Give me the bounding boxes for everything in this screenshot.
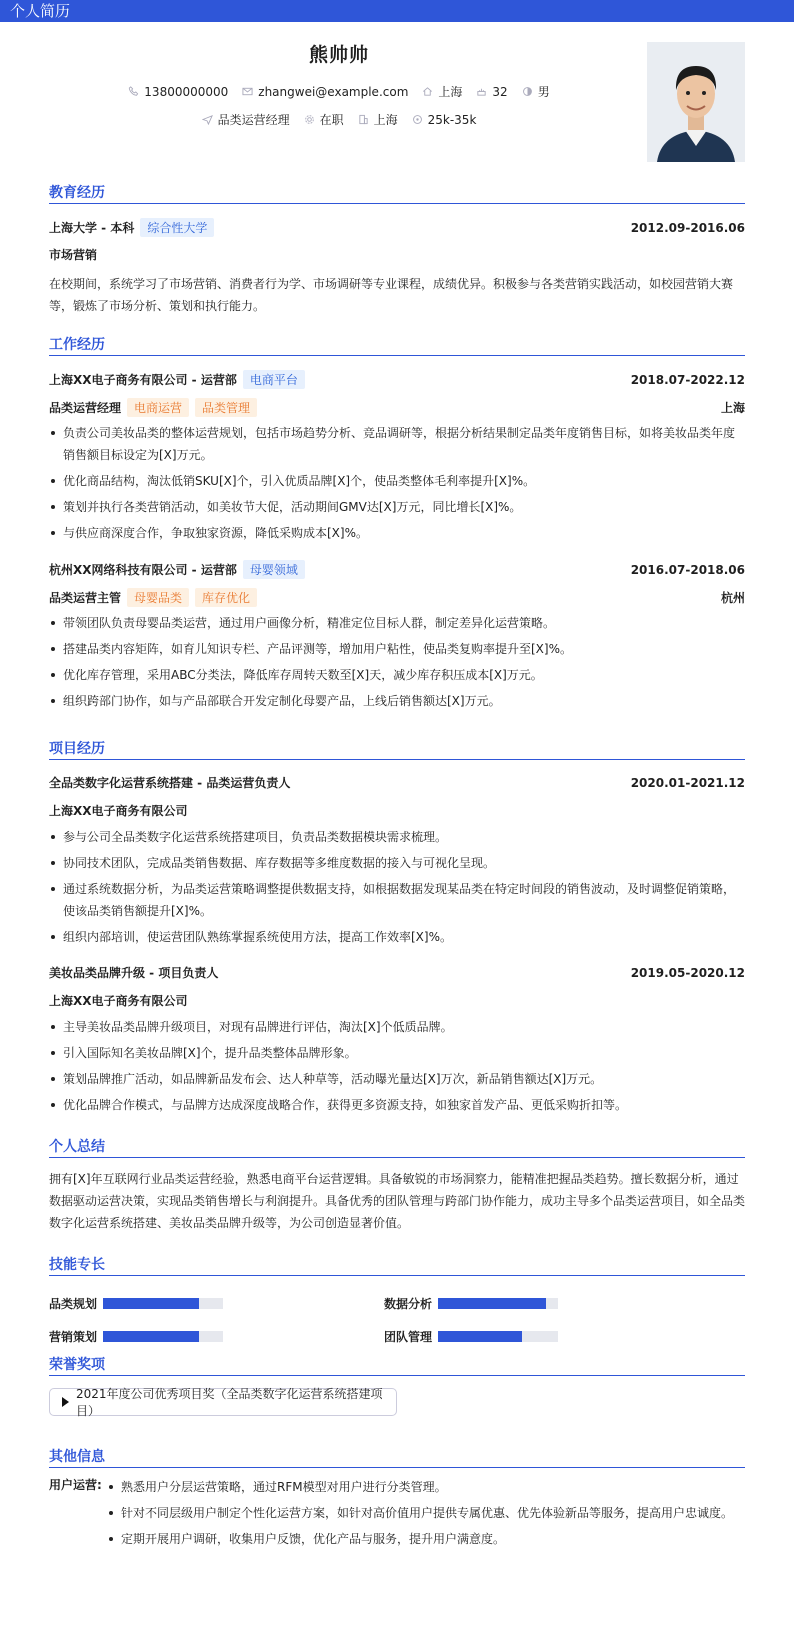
job-row	[49, 560, 745, 579]
profile-header	[49, 22, 745, 182]
status-text: 在职	[319, 113, 344, 127]
role-tag: 母婴品类	[127, 588, 189, 607]
email-text: zhangwei@example.com	[258, 84, 409, 99]
job-city: 上海	[720, 401, 745, 415]
gear-icon	[304, 114, 315, 125]
education-period: 2012.09-2016.06	[630, 220, 745, 235]
age-text: 32	[492, 84, 508, 99]
job-period: 2018.07-2022.12	[630, 372, 745, 387]
skills-section	[49, 1254, 745, 1344]
email-item	[242, 83, 408, 100]
phone-item	[128, 83, 228, 100]
job-city: 杭州	[720, 591, 745, 605]
job-title-item	[202, 111, 290, 128]
role-row	[49, 398, 745, 417]
list-item: 组织内部培训，使运营团队熟练掌握系统使用方法，提高工作效率[X]%。	[49, 926, 745, 948]
role-name: 品类运营主管	[49, 591, 122, 605]
project-period: 2019.05-2020.12	[630, 965, 745, 980]
phone-icon	[128, 86, 139, 97]
list-item: 优化品牌合作模式，与品牌方达成深度战略合作，获得更多资源支持，如独家首发产品、更低采购折扣等。	[49, 1094, 745, 1116]
skill-name: 营销策划	[49, 1330, 98, 1344]
status-item	[304, 111, 344, 128]
skill-bar-fill	[103, 1331, 199, 1342]
role-tag: 电商运营	[127, 398, 189, 417]
summary-heading: 个人总结	[49, 1136, 745, 1158]
skills-heading: 技能专长	[49, 1254, 745, 1276]
target-city-text: 上海	[373, 113, 398, 127]
awards-heading: 荣誉奖项	[49, 1354, 745, 1376]
list-item: 主导美妆品类品牌升级项目，对现有品牌进行评估，淘汰[X]个低质品牌。	[49, 1016, 745, 1038]
cake-icon	[476, 86, 487, 97]
skill-item	[49, 1328, 223, 1345]
list-item: 定期开展用户调研，收集用户反馈，优化产品与服务，提升用户满意度。	[107, 1528, 747, 1550]
project-row	[49, 964, 745, 981]
gender-item	[522, 83, 550, 100]
triangle-right-icon	[62, 1397, 69, 1407]
skill-item	[384, 1295, 558, 1312]
job-row	[49, 370, 745, 389]
awards-section	[49, 1354, 745, 1418]
skill-bar	[438, 1331, 558, 1342]
skill-bar-fill	[438, 1298, 546, 1309]
target-city-item	[358, 111, 398, 128]
project-name: 美妆品类品牌升级 - 项目负责人	[49, 966, 219, 980]
project-bullets	[49, 1016, 745, 1120]
skill-item	[384, 1328, 558, 1345]
award-item[interactable]	[49, 1388, 397, 1416]
list-item: 策划并执行各类营销活动，如美妆节大促，活动期间GMV达[X]万元，同比增长[X]%。	[49, 496, 745, 518]
job-intent-row	[49, 111, 629, 128]
company-tag: 母婴领域	[243, 560, 305, 579]
school-tag: 综合性大学	[140, 218, 214, 237]
building-icon	[358, 114, 369, 125]
school-name: 上海大学 - 本科	[49, 221, 135, 235]
project-name: 全品类数字化运营系统搭建 - 品类运营负责人	[49, 776, 291, 790]
list-item: 通过系统数据分析，为品类运营策略调整提供数据支持，如根据数据发现某品类在特定时间段的销售波动，及时调整促销策略，使该品类销售额提升[X]%。	[49, 878, 745, 922]
project-company: 上海XX电子商务有限公司	[49, 994, 188, 1008]
resume-title: 个人简历	[10, 2, 71, 20]
list-item: 熟悉用户分层运营策略，通过RFM模型对用户进行分类管理。	[107, 1476, 747, 1498]
skill-name: 品类规划	[49, 1297, 98, 1311]
other-heading: 其他信息	[49, 1446, 745, 1468]
project-period: 2020.01-2021.12	[630, 775, 745, 790]
role-tag: 库存优化	[195, 588, 257, 607]
list-item: 引入国际知名美妆品牌[X]个，提升品类整体品牌形象。	[49, 1042, 745, 1064]
list-item: 协同技术团队，完成品类销售数据、库存数据等多维度数据的接入与可视化呈现。	[49, 852, 745, 874]
salary-item	[412, 111, 477, 128]
major-name: 市场营销	[49, 248, 98, 262]
project-bullets	[49, 826, 745, 952]
list-item: 带领团队负责母婴品类运营，通过用户画像分析，精准定位目标人群，制定差异化运营策略。	[49, 612, 745, 634]
education-heading: 教育经历	[49, 182, 745, 204]
skill-item	[49, 1295, 223, 1312]
list-item: 负责公司美妆品类的整体运营规划，包括市场趋势分析、竞品调研等，根据分析结果制定品类年度销售目标，如将美妆品类年度销售额目标设定为[X]万元。	[49, 422, 745, 466]
summary-text: 拥有[X]年互联网行业品类运营经验，熟悉电商平台运营逻辑。具备敏锐的市场洞察力，能精准把握品类趋势。擅长数据分析，通过数据驱动运营决策，实现品类销售增长与利润提升。具备优秀的团队管理与跨部门协作能力，成功主导多个品类运营项目，如全品类数字化运营系统搭建、美妆品类品牌升级等，为公司创造显著价值。	[49, 1172, 746, 1230]
phone-text: 13800000000	[144, 84, 229, 99]
company-name: 上海XX电子商务有限公司 - 运营部	[49, 373, 237, 387]
job-bullets	[49, 612, 745, 716]
send-icon	[202, 114, 213, 125]
skill-name: 团队管理	[384, 1330, 433, 1344]
award-text: 2021年度公司优秀项目奖（全品类数字化运营系统搭建项目）	[76, 1387, 383, 1418]
project-company-row	[49, 992, 745, 1009]
list-item: 优化商品结构，淘汰低销SKU[X]个，引入优质品牌[X]个，使品类整体毛利率提升[X]%。	[49, 470, 745, 492]
other-section	[49, 1446, 745, 1546]
other-bullets	[107, 1476, 747, 1554]
list-item: 参与公司全品类数字化运营系统搭建项目，负责品类数据模块需求梳理。	[49, 826, 745, 848]
gender-text: 男	[537, 85, 550, 99]
skill-bar-fill	[438, 1331, 522, 1342]
location-item	[422, 83, 462, 100]
job-title-text: 品类运营经理	[217, 113, 290, 127]
candidate-name: 熊帅帅	[308, 44, 369, 66]
list-item: 与供应商深度合作，争取独家资源，降低采购成本[X]%。	[49, 522, 745, 544]
list-item: 搭建品类内容矩阵，如育儿知识专栏、产品评测等，增加用户粘性，使品类复购率提升至[X]%。	[49, 638, 745, 660]
list-item: 组织跨部门协作，如与产品部联合开发定制化母婴产品，上线后销售额达[X]万元。	[49, 690, 745, 712]
education-row	[49, 218, 745, 237]
education-description: 在校期间，系统学习了市场营销、消费者行为学、市场调研等专业课程，成绩优异。积极参与各类营销实践活动，如校园营销大赛等，锻炼了市场分析、策划和执行能力。	[49, 277, 734, 313]
list-item: 优化库存管理，采用ABC分类法，降低库存周转天数至[X]天，减少库存积压成本[X]万元。	[49, 664, 745, 686]
list-item: 策划品牌推广活动，如品牌新品发布会、达人种草等，活动曝光量达[X]万次，新品销售额达[X]万元。	[49, 1068, 745, 1090]
page-header-bar	[0, 0, 794, 22]
resume-page	[49, 22, 746, 1546]
location-text: 上海	[438, 85, 463, 99]
age-item	[476, 83, 507, 100]
project-row	[49, 774, 745, 791]
mail-icon	[242, 86, 253, 97]
other-label: 用户运营:	[49, 1478, 102, 1492]
money-icon	[412, 114, 423, 125]
skill-name: 数据分析	[384, 1297, 433, 1311]
avatar	[647, 42, 745, 162]
project-section	[49, 738, 745, 1112]
job-bullets	[49, 422, 745, 548]
major-row	[49, 246, 745, 263]
role-tag: 品类管理	[195, 398, 257, 417]
list-item: 针对不同层级用户制定个性化运营方案，如针对高价值用户提供专属优惠、优先体验新品等服务，提高用户忠诚度。	[107, 1502, 747, 1524]
work-heading: 工作经历	[49, 334, 745, 356]
role-name: 品类运营经理	[49, 401, 122, 415]
company-name: 杭州XX网络科技有限公司 - 运营部	[49, 563, 237, 577]
skill-bar	[438, 1298, 558, 1309]
work-section	[49, 334, 745, 708]
project-heading: 项目经历	[49, 738, 745, 760]
company-tag: 电商平台	[243, 370, 305, 389]
home-icon	[422, 86, 433, 97]
summary-section	[49, 1136, 746, 1230]
gender-icon	[522, 86, 533, 97]
job-period: 2016.07-2018.06	[630, 562, 745, 577]
contact-row	[49, 83, 629, 100]
role-row	[49, 588, 745, 607]
project-company-row	[49, 802, 745, 819]
skill-bar-fill	[103, 1298, 199, 1309]
skill-bar	[103, 1298, 223, 1309]
skill-bar	[103, 1331, 223, 1342]
salary-text: 25k-35k	[427, 112, 477, 127]
project-company: 上海XX电子商务有限公司	[49, 804, 188, 818]
education-section	[49, 182, 745, 313]
